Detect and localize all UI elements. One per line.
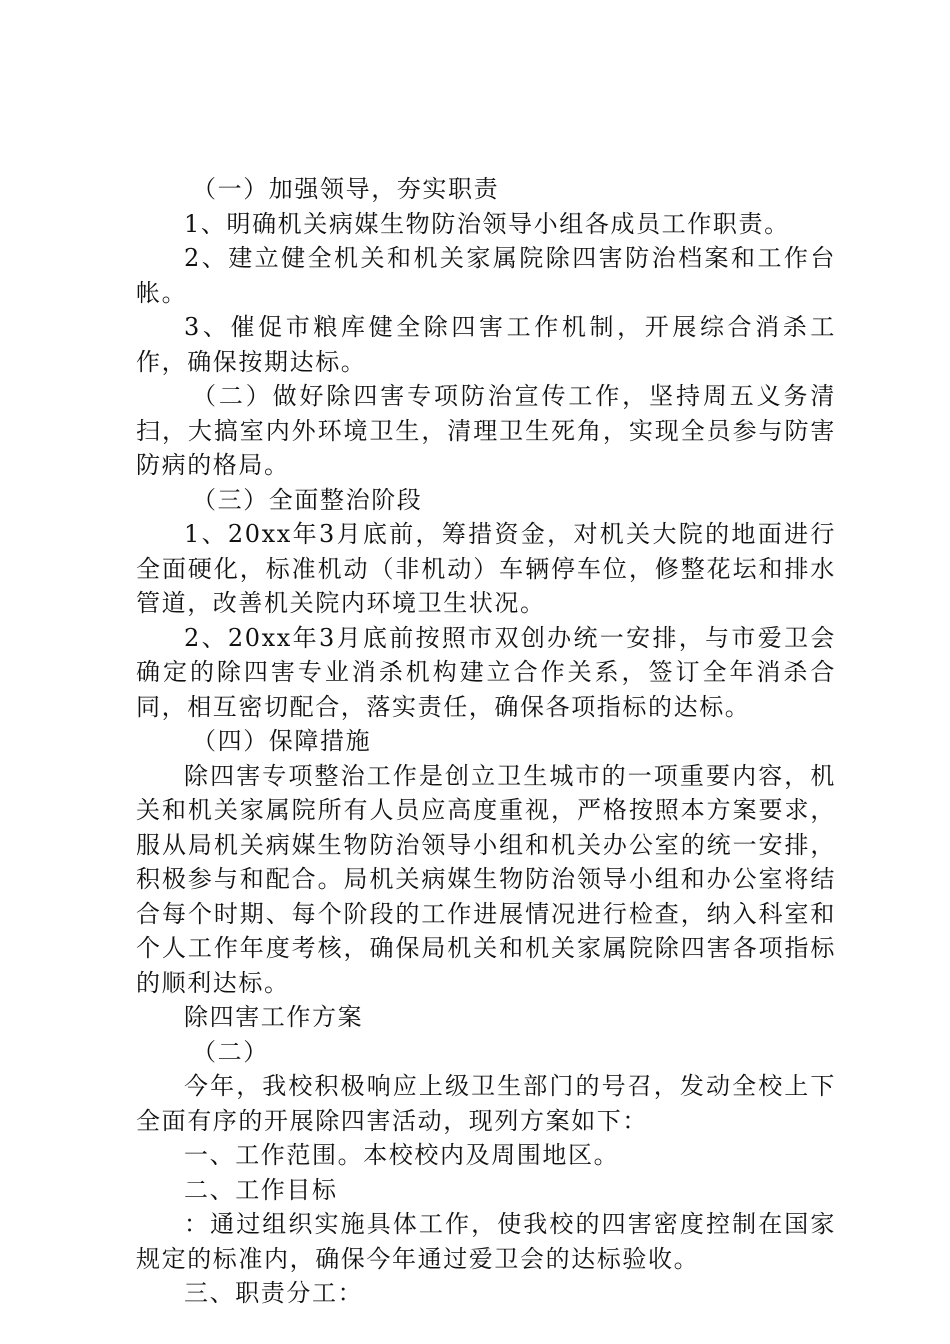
paragraph: ：通过组织实施具体工作，使我校的四害密度控制在国家规定的标准内，确保今年通过爱卫会的达标验收。 <box>136 1210 836 1273</box>
paragraph: 二、工作目标 <box>184 1175 338 1204</box>
section-heading-1: （一）加强领导，夯实职责 <box>192 175 500 203</box>
paragraph: 2、建立健全机关和机关家属院除四害防治档案和工作台帐。 <box>136 244 836 307</box>
section-heading-4: （四）保障措施 <box>192 727 372 755</box>
section-heading-2: （二）做好除四害专项防治宣传工作，坚持周五义务清扫，大搞室内外环境卫生，清理卫生死角，实现全员参与防害防病的格局。 <box>136 382 836 479</box>
paragraph: 今年，我校积极响应上级卫生部门的号召，发动全校上下全面有序的开展除四害活动，现列方案如下： <box>136 1072 836 1135</box>
paragraph: 2、20xx年3月底前按照市双创办统一安排，与市爱卫会确定的除四害专业消杀机构建立合作关系，签订全年消杀合同，相互密切配合，落实责任，确保各项指标的达标。 <box>136 623 836 721</box>
paragraph: 三、职责分工： <box>184 1279 364 1307</box>
paragraph: 1、20xx年3月底前，筹措资金，对机关大院的地面进行全面硬化，标准机动（非机动）车辆停车位，修整花坛和排水管道，改善机关院内环境卫生状况。 <box>136 520 836 617</box>
paragraph: 一、工作范围。本校校内及周围地区。 <box>184 1141 620 1169</box>
paragraph: 1、明确机关病媒生物防治领导小组各成员工作职责。 <box>184 209 790 238</box>
section-heading-3: （三）全面整治阶段 <box>192 485 423 514</box>
paragraph: 除四害专项整治工作是创立卫生城市的一项重要内容，机关和机关家属院所有人员应高度重视，严格按照本方案要求，服从局机关病媒生物防治领导小组和机关办公室的统一安排，积极参与和配合。局机关病媒生物防治领导小组和办公室将结合每个时期、每个阶段的工作进展情况进行检查，纳入科室和个人工作年度考核，确保局机关和机关家属院除四害各项指标的顺利达标。 <box>136 761 836 997</box>
document-title: 除四害工作方案 <box>184 1003 364 1031</box>
document-page <box>136 172 836 1311</box>
paragraph: 3、催促市粮库健全除四害工作机制，开展综合消杀工作，确保按期达标。 <box>136 313 836 376</box>
document-subtitle: （二） <box>192 1037 269 1066</box>
